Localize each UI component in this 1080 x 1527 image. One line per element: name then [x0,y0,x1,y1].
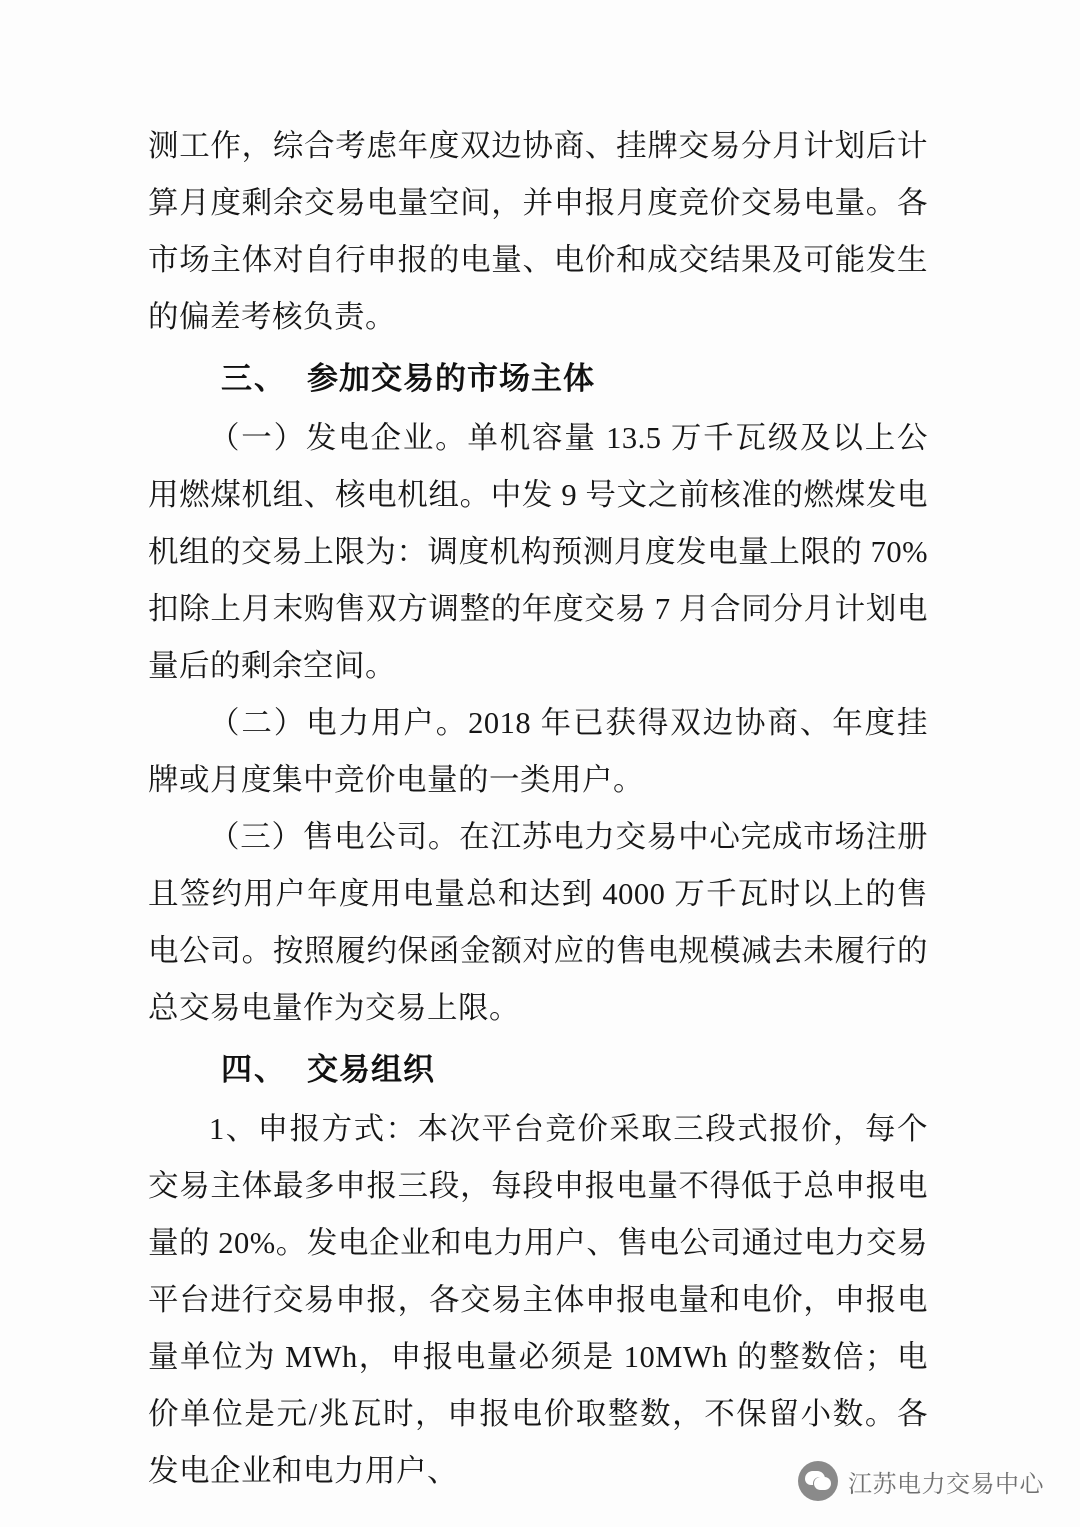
section-number-four: 四、 [221,1052,287,1087]
section-four-paragraph-1: 1、申报方式：本次平台竞价采取三段式报价，每个交易主体最多申报三段，每段申报电量不得低于总申报电量的 20%。发电企业和电力用户、售电公司通过电力交易平台进行交易申报，各交易主体申报电量和电价，申报电量单位为 MWh，申报电量必须是 10MWh 的整数倍；电价单位是元/兆瓦时，申报电价取整数，不保留小数。各发电企业和电力用户、 [148,1112,928,1488]
wechat-icon [798,1461,838,1501]
document-body [148,118,928,1502]
section-four [148,1039,928,1500]
section-three [148,348,928,1037]
section-three-paragraph-1: （一）发电企业。单机容量 13.5 万千瓦级及以上公用燃煤机组、核电机组。中发 9 号文之前核准的燃煤发电机组的交易上限为：调度机构预测月度发电量上限的 70%扣除上月末购售双方调整的年度交易 7 月合同分月计划电量后的剩余空间。 [148,421,928,683]
section-three-paragraph-2: （二）电力用户。2018 年已获得双边协商、年度挂牌或月度集中竞价电量的一类用户。 [148,706,928,797]
section-heading-three [148,348,928,410]
paragraph-continued: 测工作，综合考虑年度双边协商、挂牌交易分月计划后计算月度剩余交易电量空间，并申报月度竞价交易电量。各市场主体对自行申报的电量、电价和成交结果及可能发生的偏差考核负责。 [148,129,928,334]
paragraph-block-continued [148,118,928,346]
footer-badge [798,1461,1044,1501]
section-title-four: 交易组织 [307,1052,435,1087]
section-three-paragraph-3: （三）售电公司。在江苏电力交易中心完成市场注册且签约用户年度用电量总和达到 4000 万千瓦时以上的售电公司。按照履约保函金额对应的售电规模减去未履行的总交易电量作为交易上限。 [148,820,928,1025]
footer-label: 江苏电力交易中心 [848,1470,1044,1498]
section-number-three: 三、 [221,361,287,396]
section-title-three: 参加交易的市场主体 [307,361,595,396]
section-heading-four [148,1039,928,1101]
